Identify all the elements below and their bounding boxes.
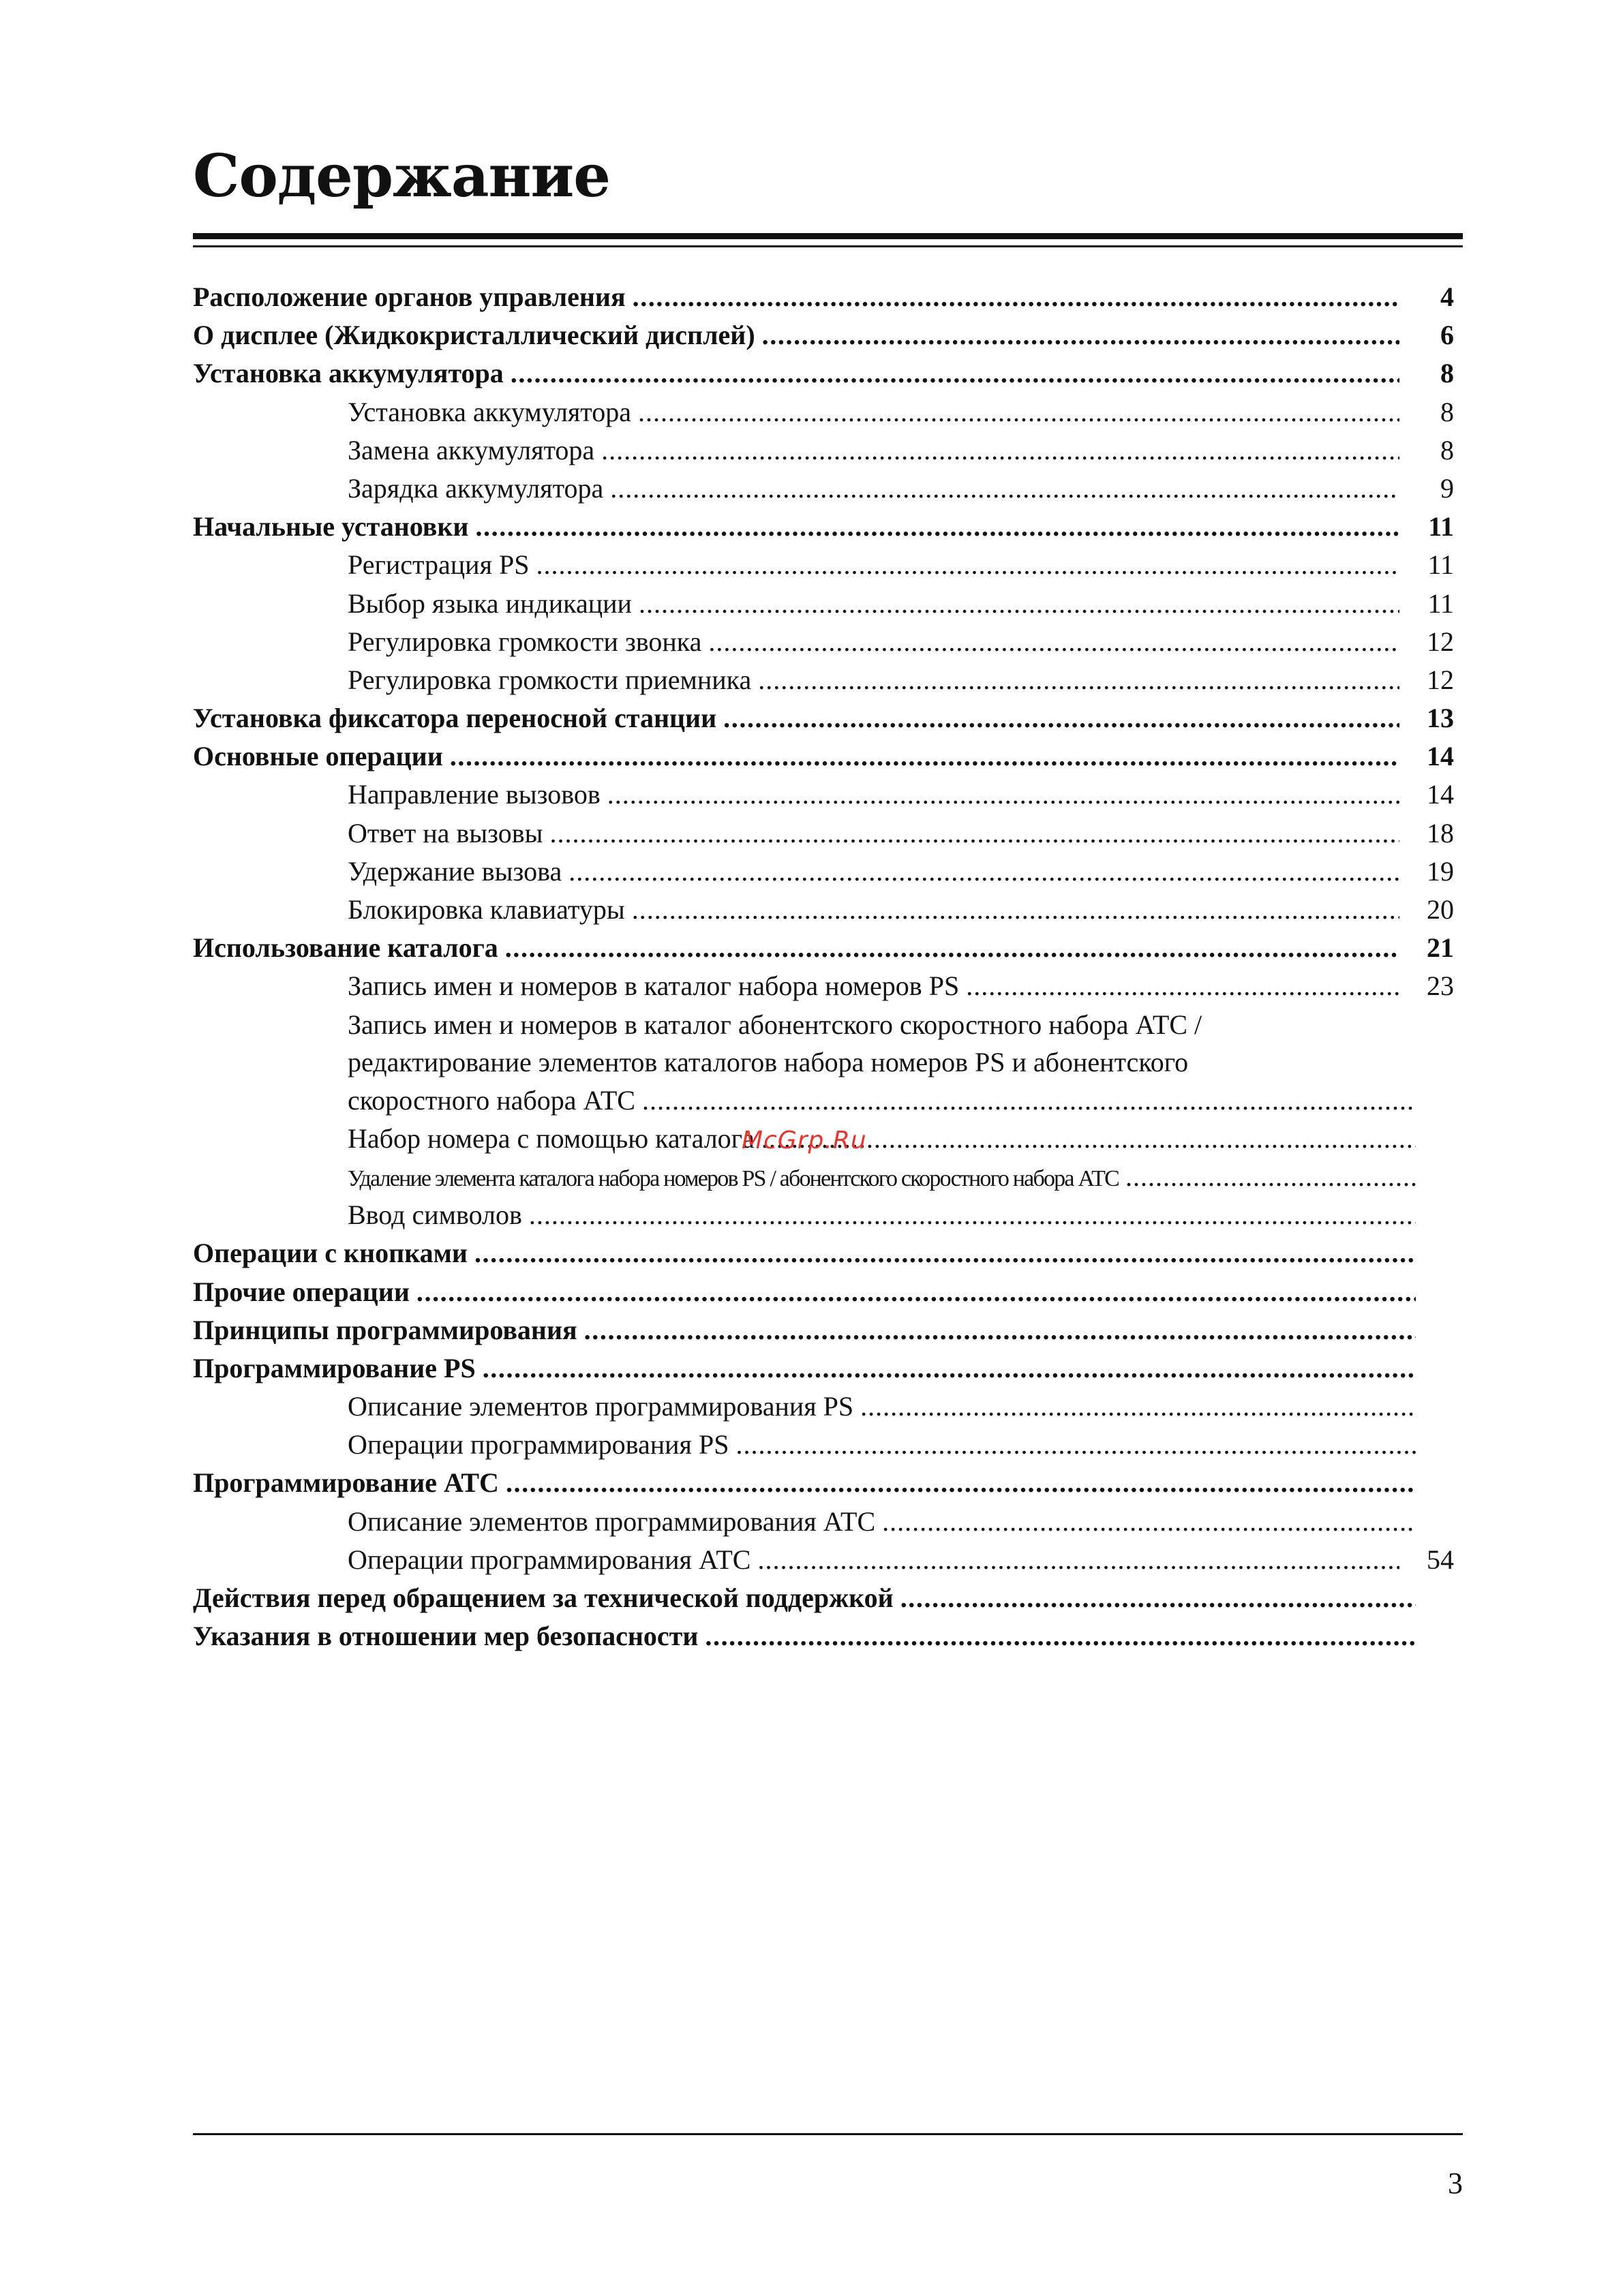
toc-leader-dots	[900, 1582, 1416, 1614]
toc-subentry-line[interactable]	[193, 1009, 1454, 1047]
toc-entry-title: Блокировка клавиатуры	[348, 894, 625, 925]
toc-entry-title: Ввод символов	[348, 1199, 522, 1231]
toc-entry-page: 11	[1427, 587, 1454, 619]
toc-entry[interactable]	[193, 1620, 1454, 1658]
toc-entry-page: 8	[1440, 396, 1454, 427]
toc-leader-dots	[705, 1620, 1416, 1652]
toc-entry-page: 12	[1427, 664, 1454, 695]
toc-entry-title: Использование каталога	[193, 932, 498, 964]
toc-entry[interactable]	[193, 510, 1454, 549]
toc-subentry[interactable]	[193, 1544, 1454, 1582]
toc-leader-dots	[607, 778, 1399, 810]
toc-subentry[interactable]	[193, 472, 1454, 510]
toc-leader-dots	[475, 510, 1399, 542]
toc-entry-page: 54	[1427, 1544, 1454, 1575]
toc-entry-title: Регулировка громкости звонка	[348, 626, 702, 657]
toc-entry-page: 19	[1427, 855, 1454, 887]
toc-leader-dots	[483, 1352, 1416, 1384]
toc-subentry[interactable]	[193, 587, 1454, 626]
toc-leader-dots	[506, 1467, 1416, 1499]
toc-entry-title: Программирование PS	[193, 1352, 476, 1383]
toc-subentry[interactable]	[193, 855, 1454, 893]
toc-entry[interactable]	[193, 702, 1454, 740]
toc-leader-dots	[633, 281, 1399, 313]
toc-subentry[interactable]	[193, 396, 1454, 434]
toc-leader-dots	[762, 319, 1399, 351]
toc-leader-dots	[610, 472, 1399, 504]
toc-entry-title: Запись имен и номеров в каталог абонентского скоростного набора АТС /	[348, 1009, 1202, 1040]
toc-entry-title: Операции программирования АТС	[348, 1544, 751, 1575]
toc-leader-dots	[860, 1390, 1416, 1422]
toc-entry-page: 23	[1427, 970, 1454, 1002]
toc-leader-dots	[1125, 1161, 1416, 1193]
toc-leader-dots	[450, 740, 1399, 772]
toc-subentry[interactable]	[193, 970, 1454, 1008]
toc-entry[interactable]	[193, 1237, 1454, 1275]
toc-entry[interactable]	[193, 319, 1454, 357]
toc-leader-dots	[966, 970, 1399, 1002]
title-rule-thin	[193, 245, 1463, 247]
toc-entry-title: Начальные установки	[193, 511, 469, 542]
toc-entry-page: 8	[1440, 434, 1454, 465]
toc-subentry[interactable]	[193, 817, 1454, 855]
toc-leader-dots	[568, 855, 1399, 887]
toc-leader-dots	[632, 893, 1399, 925]
toc-entry-title: Удаление элемента каталога набора номеров PS / абонентского скоростного набора АТС	[348, 1165, 1119, 1191]
toc-leader-dots	[584, 1314, 1416, 1346]
toc-subentry-line[interactable]	[193, 1046, 1454, 1084]
toc-leader-dots	[758, 664, 1399, 696]
toc-leader-dots	[708, 626, 1399, 658]
table-of-contents	[193, 281, 1454, 1658]
toc-entry-page: 14	[1427, 779, 1454, 810]
toc-entry-title: Ответ на вызовы	[348, 817, 543, 848]
toc-entry-title: Установка аккумулятора	[193, 358, 504, 389]
toc-entry-title: Прочие операции	[193, 1276, 410, 1307]
toc-subentry[interactable]	[193, 1161, 1454, 1199]
title-rule-thick	[193, 233, 1463, 239]
toc-entry-title: О дисплее (Жидкокристаллический дисплей)	[193, 320, 755, 351]
toc-entry[interactable]	[193, 1276, 1454, 1314]
toc-entry[interactable]	[193, 1314, 1454, 1352]
toc-entry-title: Основные операции	[193, 741, 443, 772]
toc-entry-title: Принципы программирования	[193, 1314, 577, 1345]
toc-entry-title: Установка фиксатора переносной станции	[193, 703, 717, 734]
toc-entry-page: 13	[1427, 703, 1454, 734]
toc-subentry[interactable]	[193, 549, 1454, 587]
toc-entry-page: 4	[1440, 281, 1454, 312]
toc-leader-dots	[735, 1428, 1416, 1460]
toc-entry-page: 14	[1427, 741, 1454, 772]
toc-entry-title: Расположение органов управления	[193, 281, 626, 312]
toc-entry[interactable]	[193, 932, 1454, 970]
toc-subentry[interactable]	[193, 1390, 1454, 1428]
toc-entry-title: Регистрация PS	[348, 549, 530, 581]
toc-entry-title: скоростного набора АТС	[348, 1084, 635, 1116]
toc-entry-page: 20	[1427, 894, 1454, 925]
toc-entry[interactable]	[193, 740, 1454, 778]
toc-entry-title: Описание элементов программирования АТС	[348, 1505, 876, 1537]
toc-entry-title: Замена аккумулятора	[348, 434, 595, 465]
toc-leader-dots	[601, 434, 1399, 466]
toc-leader-dots	[642, 1084, 1416, 1116]
toc-entry[interactable]	[193, 1352, 1454, 1390]
toc-subentry[interactable]	[193, 626, 1454, 664]
toc-entry-title: Установка аккумулятора	[348, 396, 632, 427]
toc-subentry[interactable]	[193, 893, 1454, 932]
page-title: Содержание	[193, 142, 610, 211]
toc-entry-title: Операции программирования PS	[348, 1429, 729, 1460]
toc-entry-title: Выбор языка индикации	[348, 587, 632, 619]
toc-entry-title: Описание элементов программирования PS	[348, 1391, 854, 1422]
toc-leader-dots	[638, 396, 1399, 428]
toc-leader-dots	[529, 1199, 1416, 1231]
toc-subentry[interactable]	[193, 1199, 1454, 1237]
watermark-text: McGrp.Ru	[742, 1127, 867, 1154]
toc-subentry[interactable]	[193, 778, 1454, 816]
toc-leader-dots	[536, 549, 1399, 581]
toc-leader-dots	[416, 1276, 1416, 1308]
toc-entry-page: 8	[1440, 358, 1454, 389]
toc-entry-title: Зарядка аккумулятора	[348, 472, 604, 504]
toc-leader-dots	[550, 817, 1399, 849]
toc-entry[interactable]	[193, 281, 1454, 319]
toc-subentry[interactable]	[193, 1505, 1454, 1544]
toc-leader-dots	[474, 1237, 1416, 1269]
toc-entry-page: 11	[1428, 511, 1454, 542]
footer-rule	[193, 2133, 1463, 2135]
toc-entry-page: 12	[1427, 626, 1454, 657]
toc-leader-dots	[882, 1505, 1416, 1537]
toc-leader-dots	[505, 932, 1399, 964]
toc-leader-dots	[639, 587, 1399, 619]
toc-leader-dots	[723, 702, 1399, 734]
toc-subentry[interactable]	[193, 664, 1454, 702]
toc-entry-title: Указания в отношении мер безопасности	[193, 1621, 699, 1652]
toc-entry-page: 9	[1440, 472, 1454, 504]
toc-entry[interactable]	[193, 1467, 1454, 1505]
toc-subentry[interactable]	[193, 1428, 1454, 1467]
toc-entry-page: 11	[1427, 549, 1454, 581]
toc-leader-dots	[757, 1544, 1399, 1576]
toc-subentry[interactable]	[193, 434, 1454, 472]
toc-entry[interactable]	[193, 357, 1454, 395]
toc-entry-title: Регулировка громкости приемника	[348, 664, 752, 695]
toc-entry-title: Запись имен и номеров в каталог набора номеров PS	[348, 970, 960, 1002]
toc-entry-title: Набор номера с помощью каталога	[348, 1122, 755, 1154]
toc-entry-title: редактирование элементов каталогов набора номеров PS и абонентского	[348, 1047, 1189, 1078]
toc-entry-title: Программирование АТС	[193, 1467, 499, 1499]
page-number: 3	[1448, 2167, 1463, 2200]
toc-entry-title: Операции с кнопками	[193, 1238, 468, 1269]
toc-subentry[interactable]	[193, 1084, 1454, 1122]
toc-entry-page: 18	[1427, 817, 1454, 848]
toc-entry[interactable]	[193, 1582, 1454, 1620]
toc-leader-dots	[511, 357, 1399, 389]
toc-entry-page: 21	[1427, 932, 1454, 964]
toc-entry-title: Направление вызовов	[348, 779, 601, 810]
toc-entry-page: 6	[1440, 320, 1454, 351]
toc-entry-title: Действия перед обращением за технической поддержкой	[193, 1582, 894, 1613]
toc-entry-title: Удержание вызова	[348, 855, 562, 887]
